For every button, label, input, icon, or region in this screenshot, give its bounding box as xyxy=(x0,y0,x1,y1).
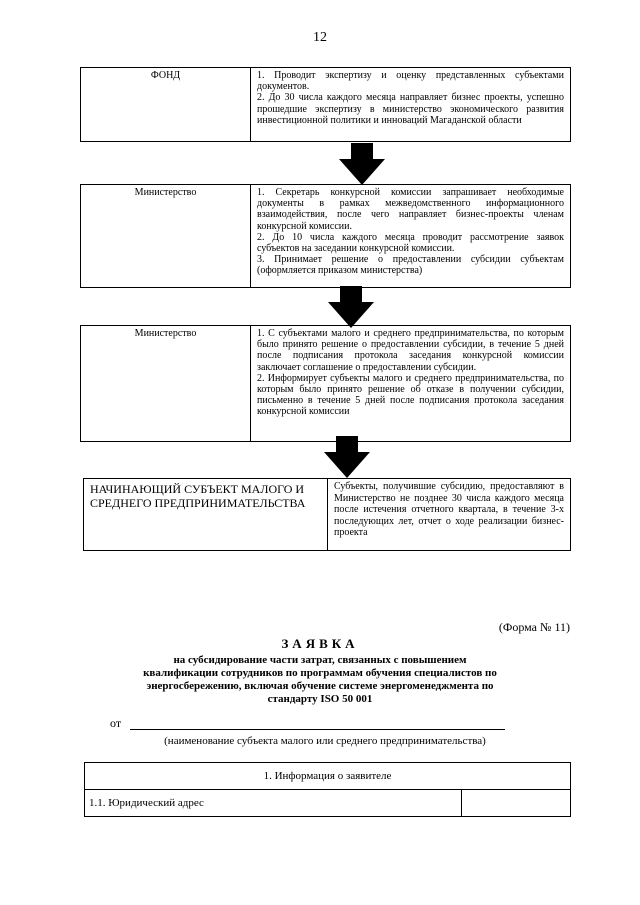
flow-row-ministry-agreement xyxy=(80,325,571,442)
flow-row-entrepreneur xyxy=(83,478,571,551)
flow-row-description xyxy=(251,326,570,441)
flow-step: 1. Проводит экспертизу и оценку представленных субъектами документов. xyxy=(257,70,564,93)
flow-row-actor: Министерство xyxy=(81,326,251,441)
flow-row-ministry-review xyxy=(80,184,571,288)
flow-row-actor: Министерство xyxy=(81,185,251,287)
flow-row-description xyxy=(328,479,570,550)
flow-step: 3. Принимает решение о предоставлении субсидии субъектам (оформляется приказом министерства) xyxy=(257,254,564,277)
flow-row-actor: ФОНД xyxy=(81,68,251,141)
flow-row-actor: НАЧИНАЮЩИЙ СУБЪЕКТ МАЛОГО И СРЕДНЕГО ПРЕДПРИНИМАТЕЛЬСТВА xyxy=(84,479,328,550)
table-row xyxy=(85,790,571,817)
table-section-header xyxy=(85,763,571,790)
field-label: 1.1. Юридический адрес xyxy=(85,790,462,817)
flow-row-description xyxy=(251,185,570,287)
document-title: ЗАЯВКА xyxy=(281,636,359,651)
flow-step: 1. Секретарь конкурсной комиссии запрашивает необходимые документы в рамках межведомственного информационного взаимодействия, после чего направляет бизнес-проекты членам конкурсной комиссии. xyxy=(257,187,564,232)
flow-step: 2. Информирует субъекты малого и среднего предпринимательства, по которым было принято решение об отказе в получении субсидии, письменно в течение 5 дней после подписания протокола заседания конкурсной комиссии xyxy=(257,372,564,418)
from-label: от xyxy=(110,716,122,730)
field-value-cell[interactable] xyxy=(462,790,571,817)
document-subtitle: на субсидирование части затрат, связанных с повышением квалификации сотрудников по программам обучения специалистов по энергосбережению, включая обучение системе энергоменеджмента по стандарту ISO 50 001 xyxy=(143,654,497,705)
arrow-down-icon xyxy=(339,143,385,185)
flow-row-fund xyxy=(80,67,571,142)
flow-step: 2. До 30 числа каждого месяца направляет бизнес проекты, успешно прошедшие экспертизу в министерство экономического развития инвестиционной политики и инноваций Магаданской области xyxy=(257,92,564,126)
from-caption: (наименование субъекта малого или среднего предпринимательства) xyxy=(164,735,486,747)
page-number: 12 xyxy=(313,30,327,45)
from-line xyxy=(110,716,505,731)
section-title: 1. Информация о заявителе xyxy=(85,763,571,790)
from-blank-field[interactable] xyxy=(130,729,505,730)
flow-step: Субъекты, получившие субсидию, предоставляют в Министерство не позднее 30 числа каждого месяца после истечения отчетного квартала, в течение 3-х последующих лет, отчет о ходе реализации бизнес-проекта xyxy=(334,481,564,539)
arrow-down-icon xyxy=(328,286,374,328)
flow-step: 2. До 10 числа каждого месяца проводит рассмотрение заявок субъектов на заседании конкурсной комиссии. xyxy=(257,231,564,255)
form-number: (Форма № 11) xyxy=(498,620,570,634)
flow-step: 1. С субъектами малого и среднего предпринимательства, по которым было принято решение о предоставлении субсидии, в течение 5 дней после подписания протокола заседания конкурсной комиссии заключает соглашение о предоставлении субсидии. xyxy=(257,328,564,373)
applicant-info-table xyxy=(84,762,571,817)
flow-row-description xyxy=(251,68,570,141)
arrow-down-icon xyxy=(324,436,370,478)
